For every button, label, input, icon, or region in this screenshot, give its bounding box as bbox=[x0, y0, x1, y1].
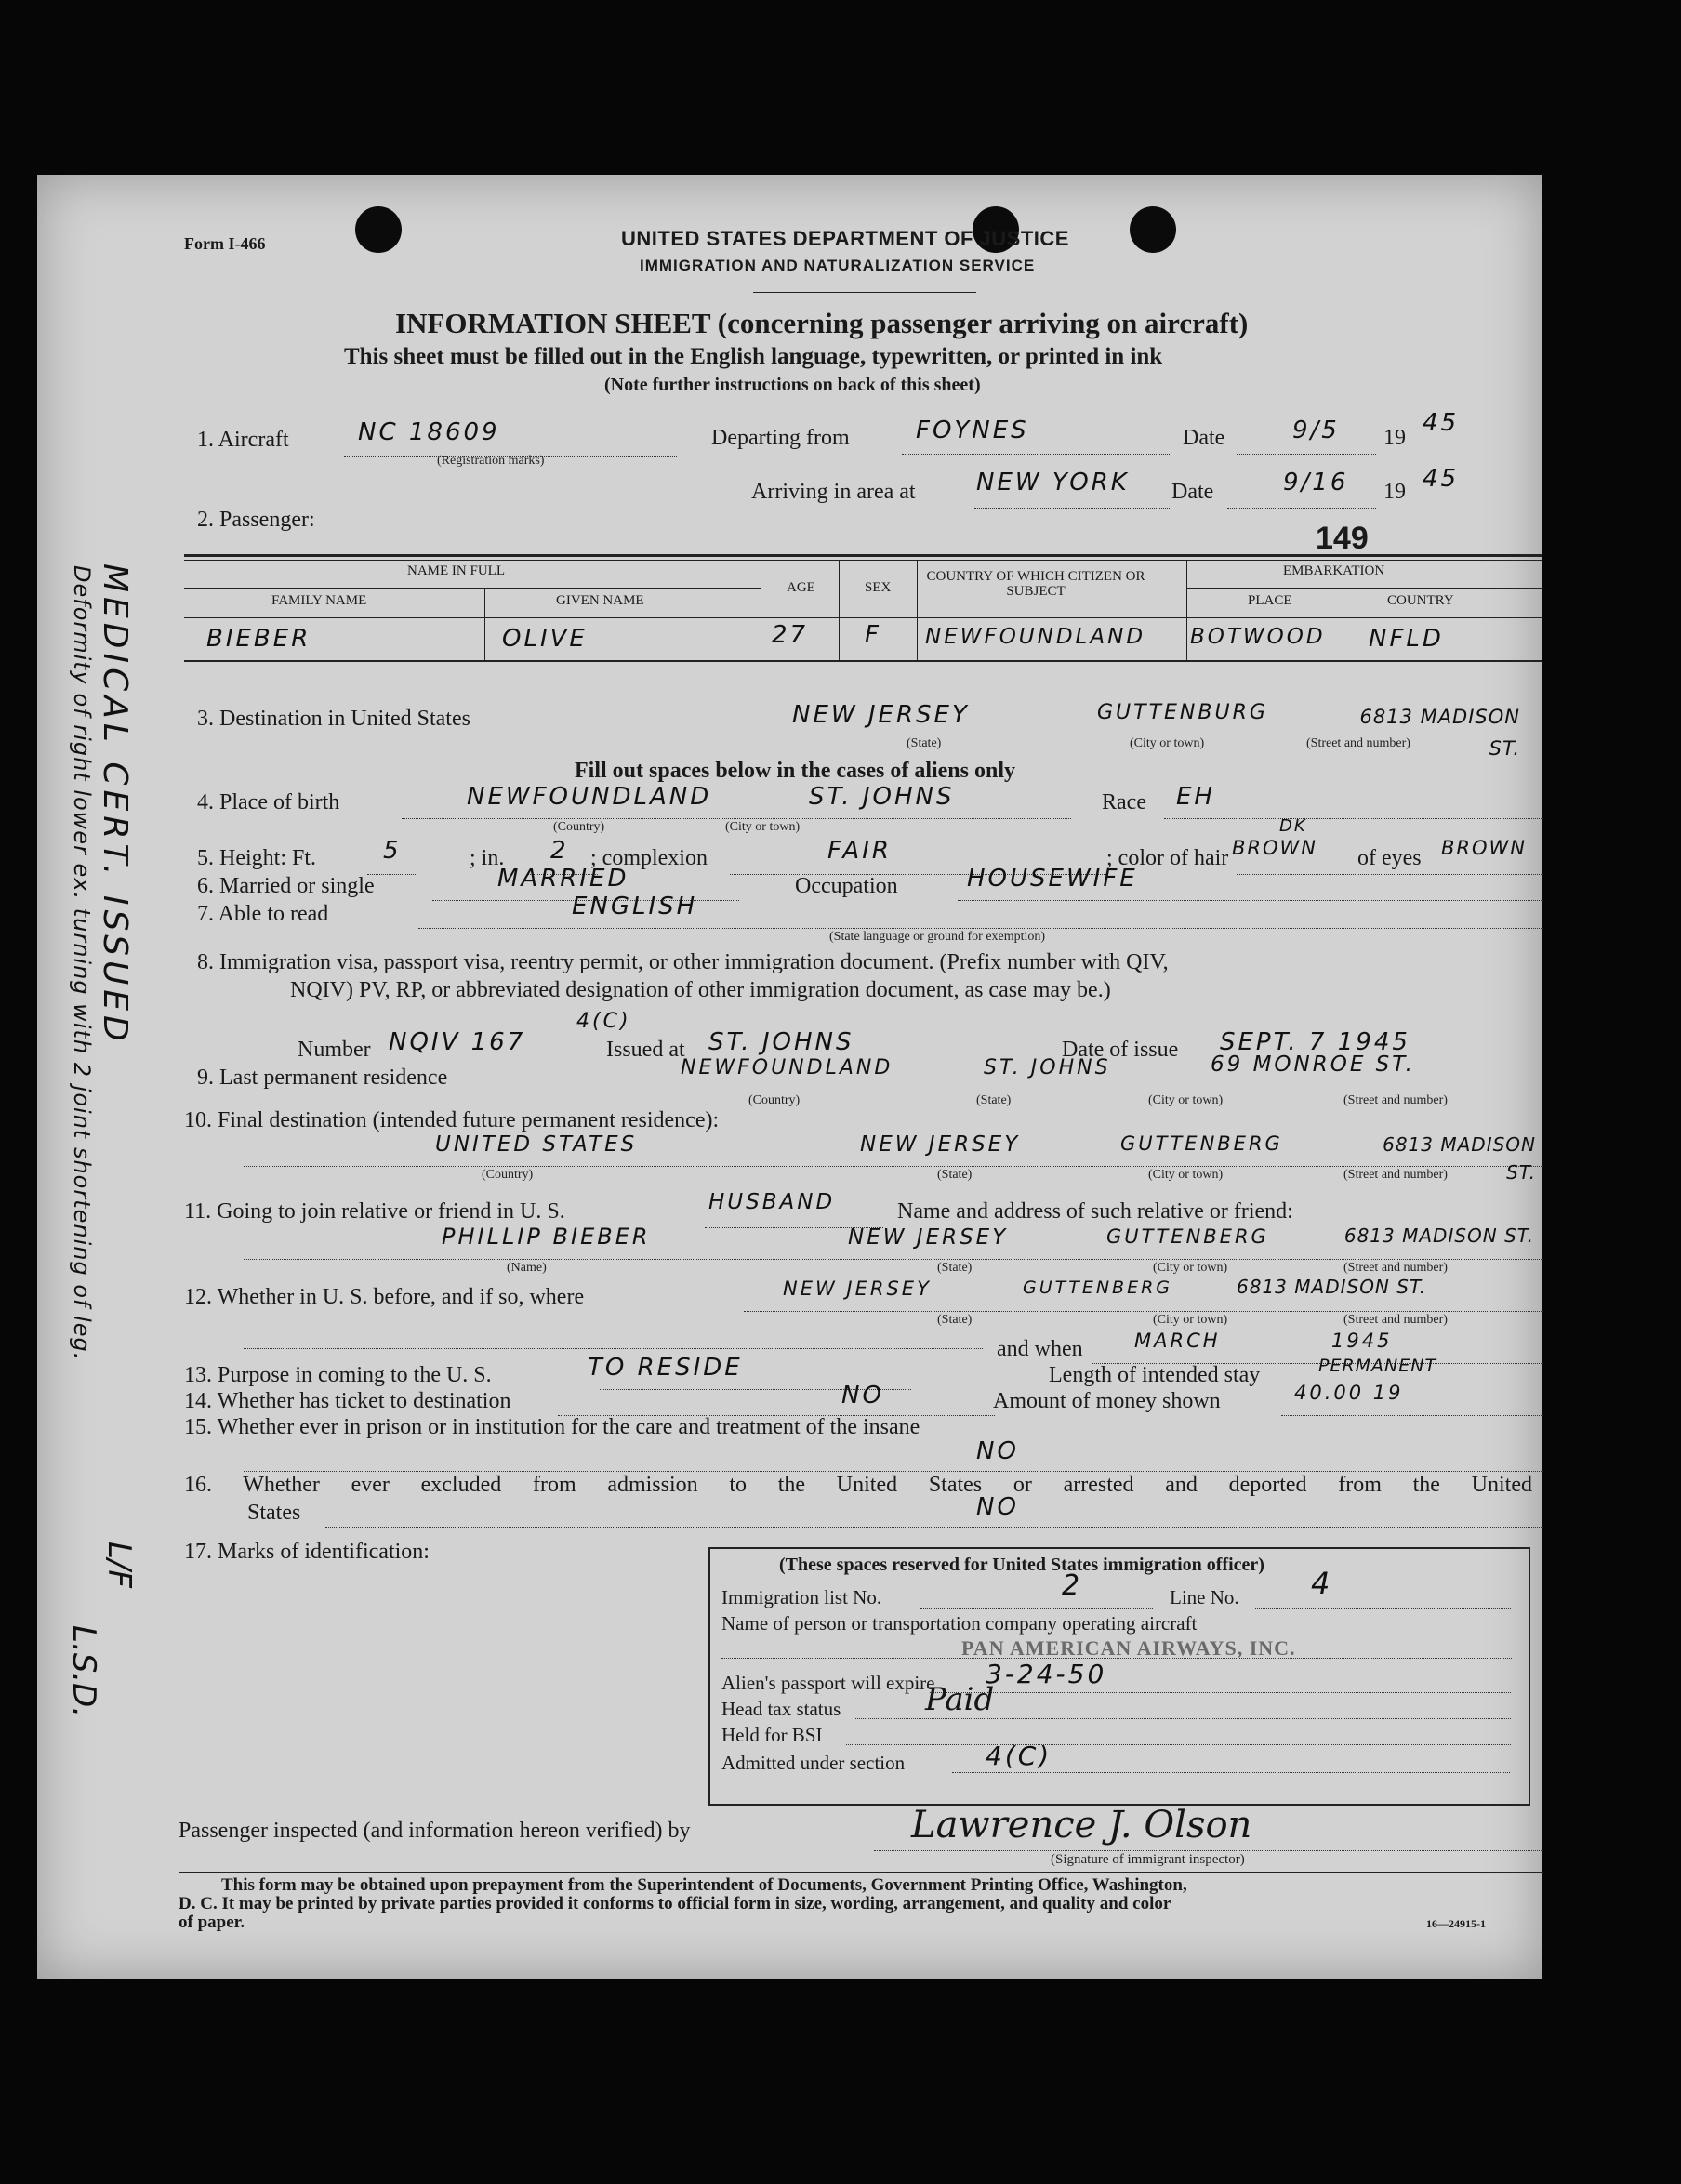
relative-state-value: NEW JERSEY bbox=[848, 1225, 1009, 1250]
given-name-value: OLIVE bbox=[502, 625, 588, 653]
purpose-label: 13. Purpose in coming to the U. S. bbox=[184, 1363, 492, 1387]
visa-number-label: Number bbox=[298, 1038, 371, 1062]
operator-label: Name of person or transportation company operating aircraft bbox=[721, 1612, 1198, 1635]
birth-city: ST. JOHNS bbox=[809, 783, 955, 811]
citizen-value: NEWFOUNDLAND bbox=[925, 625, 1146, 649]
sheet-title: INFORMATION SHEET (concerning passenger arriving on aircraft) bbox=[395, 307, 1249, 339]
departing-value: FOYNES bbox=[916, 417, 1029, 444]
arrive-year-value: 45 bbox=[1423, 465, 1460, 493]
destination-city-caption: (City or town) bbox=[1130, 736, 1205, 750]
relative-street-value: 6813 MADISON ST. bbox=[1343, 1224, 1534, 1247]
aliens-only-note: Fill out spaces below in the cases of aliens only bbox=[575, 759, 1016, 783]
last-residence-label: 9. Last permanent residence bbox=[197, 1066, 448, 1090]
read-caption: (State language or ground for exemption) bbox=[829, 930, 1046, 944]
prior-us-street-caption: (Street and number) bbox=[1343, 1313, 1448, 1327]
operator-value: PAN AMERICAN AIRWAYS, INC. bbox=[961, 1636, 1296, 1660]
birth-city-caption: (City or town) bbox=[725, 820, 801, 834]
money-value: 40.00 19 bbox=[1294, 1382, 1404, 1404]
marital-value: MARRIED bbox=[497, 865, 629, 893]
race-value: EH bbox=[1176, 783, 1215, 811]
embarkation-header: EMBARKATION bbox=[1283, 563, 1385, 578]
line-label: Line No. bbox=[1170, 1586, 1239, 1608]
prior-us-state: NEW JERSEY bbox=[783, 1277, 932, 1300]
excluded-label-2: States bbox=[247, 1501, 301, 1525]
passport-label: Alien's passport will expire bbox=[721, 1672, 935, 1694]
section-value: 4(C) bbox=[986, 1741, 1052, 1771]
destination-state-caption: (State) bbox=[907, 736, 942, 750]
destination-city: GUTTENBURG bbox=[1097, 701, 1268, 724]
destination-street: 6813 MADISON ST. bbox=[1359, 706, 1520, 760]
line-value: 4 bbox=[1311, 1566, 1333, 1601]
final-destination-state: NEW JERSEY bbox=[860, 1132, 1021, 1157]
stay-label: Length of intended stay bbox=[1049, 1363, 1261, 1387]
read-label: 7. Able to read bbox=[197, 902, 329, 926]
visa-number-superscript: 4(C) bbox=[576, 1010, 631, 1033]
birth-country: NEWFOUNDLAND bbox=[467, 783, 712, 811]
department-title: UNITED STATES DEPARTMENT OF JUSTICE bbox=[621, 227, 1069, 250]
family-name-value: BIEBER bbox=[206, 625, 311, 653]
prior-us-when-year: 1945 bbox=[1331, 1330, 1393, 1352]
depart-date-label: Date bbox=[1183, 426, 1225, 450]
list-label: Immigration list No. bbox=[721, 1586, 882, 1608]
final-destination-city-caption: (City or town) bbox=[1148, 1168, 1224, 1182]
signature-caption: (Signature of immigrant inspector) bbox=[1051, 1852, 1245, 1867]
height-feet: 5 bbox=[383, 837, 402, 865]
arriving-value: NEW YORK bbox=[976, 469, 1130, 496]
depart-year-value: 45 bbox=[1423, 409, 1460, 437]
visa-text-1: 8. Immigration visa, passport visa, reentry permit, or other immigration document. (Prefix number with QIV, bbox=[197, 950, 1169, 974]
purpose-value: TO RESIDE bbox=[588, 1354, 743, 1382]
relative-name-label: Name and address of such relative or friend: bbox=[897, 1199, 1293, 1224]
join-relative-label: 11. Going to join relative or friend in U. S. bbox=[184, 1199, 565, 1224]
last-residence-street-caption: (Street and number) bbox=[1343, 1093, 1448, 1107]
departing-label: Departing from bbox=[711, 426, 850, 450]
birth-country-caption: (Country) bbox=[553, 820, 605, 834]
visa-number-value: NQIV 167 bbox=[389, 1028, 526, 1056]
complexion-label: ; complexion bbox=[590, 846, 708, 870]
destination-label: 3. Destination in United States bbox=[197, 707, 470, 731]
passenger-label: 2. Passenger: bbox=[197, 508, 315, 532]
last-residence-country: NEWFOUNDLAND bbox=[681, 1056, 893, 1079]
race-label: Race bbox=[1102, 790, 1146, 814]
margin-note-medical: MEDICAL CERT. ISSUED bbox=[96, 563, 134, 1046]
punch-hole-left bbox=[355, 206, 402, 253]
headtax-value: Paid bbox=[925, 1681, 995, 1718]
arrive-year-prefix: 19 bbox=[1383, 480, 1406, 504]
aircraft-label: 1. Aircraft bbox=[197, 428, 289, 452]
relative-city-caption: (City or town) bbox=[1153, 1261, 1228, 1275]
relative-state-caption: (State) bbox=[937, 1261, 973, 1275]
section-label: Admitted under section bbox=[721, 1752, 906, 1774]
hair-color-value: BROWN bbox=[1232, 837, 1318, 859]
prior-us-city: GUTTENBERG bbox=[1023, 1277, 1173, 1298]
prison-value: NO bbox=[976, 1437, 1019, 1465]
sex-header: SEX bbox=[865, 580, 892, 595]
issued-at-label: Issued at bbox=[606, 1038, 685, 1062]
last-residence-city-caption: (City or town) bbox=[1148, 1093, 1224, 1107]
height-inches: 2 bbox=[550, 837, 569, 865]
prior-us-city-caption: (City or town) bbox=[1153, 1313, 1228, 1327]
arrive-date-label: Date bbox=[1171, 480, 1214, 504]
headtax-label: Head tax status bbox=[721, 1698, 841, 1720]
margin-note-lf: L/F bbox=[100, 1542, 138, 1588]
prior-us-when-month: MARCH bbox=[1134, 1330, 1221, 1352]
sex-value: F bbox=[865, 621, 881, 649]
aircraft-value: NC 18609 bbox=[358, 418, 500, 446]
last-residence-state-caption: (State) bbox=[976, 1093, 1012, 1107]
marital-label: 6. Married or single bbox=[197, 874, 375, 898]
final-destination-city: GUTTENBERG bbox=[1120, 1132, 1283, 1155]
form-number: Form I-466 bbox=[184, 234, 266, 253]
excluded-value: NO bbox=[976, 1493, 1019, 1521]
height-label: 5. Height: Ft. bbox=[197, 846, 317, 870]
margin-note-lsd: L.S.D. bbox=[65, 1625, 102, 1718]
ticket-label: 14. Whether has ticket to destination bbox=[184, 1389, 511, 1413]
identification-label: 17. Marks of identification: bbox=[184, 1540, 430, 1564]
stay-value: PERMANENT bbox=[1318, 1356, 1437, 1376]
registration-caption: (Registration marks) bbox=[437, 454, 545, 468]
family-name-header: FAMILY NAME bbox=[271, 593, 367, 608]
relative-name-caption: (Name) bbox=[507, 1261, 547, 1275]
arrive-date-value: 9/16 bbox=[1283, 469, 1349, 496]
sheet-note: (Note further instructions on back of this sheet) bbox=[604, 375, 981, 395]
given-name-header: GIVEN NAME bbox=[556, 593, 644, 608]
complexion-value: FAIR bbox=[827, 837, 892, 865]
occupation-value: HOUSEWIFE bbox=[967, 865, 1138, 893]
inspection-label: Passenger inspected (and information hereon verified) by bbox=[179, 1819, 691, 1843]
service-title: IMMIGRATION AND NATURALIZATION SERVICE bbox=[640, 257, 1036, 274]
birthplace-label: 4. Place of birth bbox=[197, 790, 340, 814]
destination-street-caption: (Street and number) bbox=[1306, 736, 1410, 750]
passport-value: 3-24-50 bbox=[986, 1659, 1107, 1689]
issued-at-value: ST. JOHNS bbox=[708, 1028, 854, 1056]
name-in-full-header: NAME IN FULL bbox=[407, 563, 505, 578]
stamp-number: 149 bbox=[1316, 521, 1369, 556]
depart-date-value: 9/5 bbox=[1292, 417, 1340, 444]
footer-line-3: of paper. bbox=[179, 1913, 245, 1932]
age-value: 27 bbox=[772, 621, 809, 649]
money-label: Amount of money shown bbox=[993, 1389, 1221, 1413]
arriving-label: Arriving in area at bbox=[751, 480, 916, 504]
relative-name-value: PHILLIP BIEBER bbox=[442, 1224, 651, 1250]
final-destination-country-caption: (Country) bbox=[482, 1168, 534, 1182]
last-residence-street: 69 MONROE ST. bbox=[1211, 1052, 1415, 1077]
issue-date-label: Date of issue bbox=[1062, 1038, 1179, 1062]
relative-street-caption: (Street and number) bbox=[1343, 1261, 1448, 1275]
prior-us-label: 12. Whether in U. S. before, and if so, where bbox=[184, 1285, 585, 1309]
visa-text-2: NQIV) PV, RP, or abbreviated designation of other immigration document, as case may be.) bbox=[290, 978, 1111, 1002]
age-header: AGE bbox=[787, 580, 815, 595]
prior-us-state-caption: (State) bbox=[937, 1313, 973, 1327]
margin-note-deformity: Deformity of right lower ex. turning with 2 joint shortening of leg. bbox=[69, 565, 95, 1361]
depart-year-prefix: 19 bbox=[1383, 426, 1406, 450]
ticket-value: NO bbox=[841, 1382, 884, 1410]
list-value: 2 bbox=[1062, 1569, 1083, 1602]
officer-box-heading: (These spaces reserved for United States immigration officer) bbox=[779, 1555, 1264, 1575]
embark-place-header: PLACE bbox=[1248, 593, 1292, 608]
form-code: 16—24915-1 bbox=[1426, 1917, 1486, 1930]
sheet-subtitle: This sheet must be filled out in the English language, typewritten, or printed in ink bbox=[344, 344, 1163, 369]
excluded-label-1: 16. Whether ever excluded from admission to the United States or arrested and deported from the United bbox=[184, 1473, 1532, 1497]
hair-dk-value: DK bbox=[1279, 816, 1307, 836]
embark-place-value: BOTWOOD bbox=[1190, 625, 1326, 649]
issue-date-value: SEPT. 7 1945 bbox=[1220, 1028, 1410, 1056]
last-residence-country-caption: (Country) bbox=[748, 1093, 801, 1107]
form-sheet bbox=[37, 175, 1542, 1979]
join-relative-value: HUSBAND bbox=[708, 1190, 836, 1214]
prior-us-street: 6813 MADISON ST. bbox=[1237, 1276, 1427, 1298]
bsi-label: Held for BSI bbox=[721, 1724, 823, 1746]
hair-color-label: ; color of hair bbox=[1106, 846, 1229, 870]
final-destination-state-caption: (State) bbox=[937, 1168, 973, 1182]
final-destination-country: UNITED STATES bbox=[435, 1132, 638, 1157]
footer-line-1: This form may be obtained upon prepayment from the Superintendent of Documents, Government Printing Office, Washington, bbox=[221, 1875, 1187, 1895]
relative-city-value: GUTTENBERG bbox=[1106, 1225, 1269, 1248]
prior-us-when-label: and when bbox=[997, 1337, 1083, 1361]
punch-hole-right bbox=[1130, 206, 1176, 253]
final-destination-street: 6813 MADISON ST. bbox=[1383, 1133, 1536, 1184]
citizen-header: COUNTRY OF WHICH CITIZEN OR SUBJECT bbox=[926, 569, 1145, 599]
final-destination-label: 10. Final destination (intended future permanent residence): bbox=[184, 1108, 720, 1132]
eye-color-label: of eyes bbox=[1357, 846, 1422, 870]
footer-line-2: D. C. It may be printed by private parties provided it conforms to official form in size, wording, arrangement, and quality and color bbox=[179, 1894, 1171, 1913]
prison-label: 15. Whether ever in prison or in institution for the care and treatment of the insane bbox=[184, 1415, 920, 1439]
occupation-label: Occupation bbox=[795, 874, 898, 898]
read-value: ENGLISH bbox=[572, 893, 698, 920]
inspector-signature: Lawrence J. Olson bbox=[911, 1804, 1252, 1846]
height-inches-label: ; in. bbox=[470, 846, 505, 870]
final-destination-street-caption: (Street and number) bbox=[1343, 1168, 1448, 1182]
destination-state: NEW JERSEY bbox=[792, 701, 970, 729]
embark-country-value: NFLD bbox=[1369, 625, 1444, 653]
last-residence-city: ST. JOHNS bbox=[984, 1056, 1111, 1079]
eye-color-value: BROWN bbox=[1441, 837, 1528, 859]
embark-country-header: COUNTRY bbox=[1387, 593, 1454, 608]
